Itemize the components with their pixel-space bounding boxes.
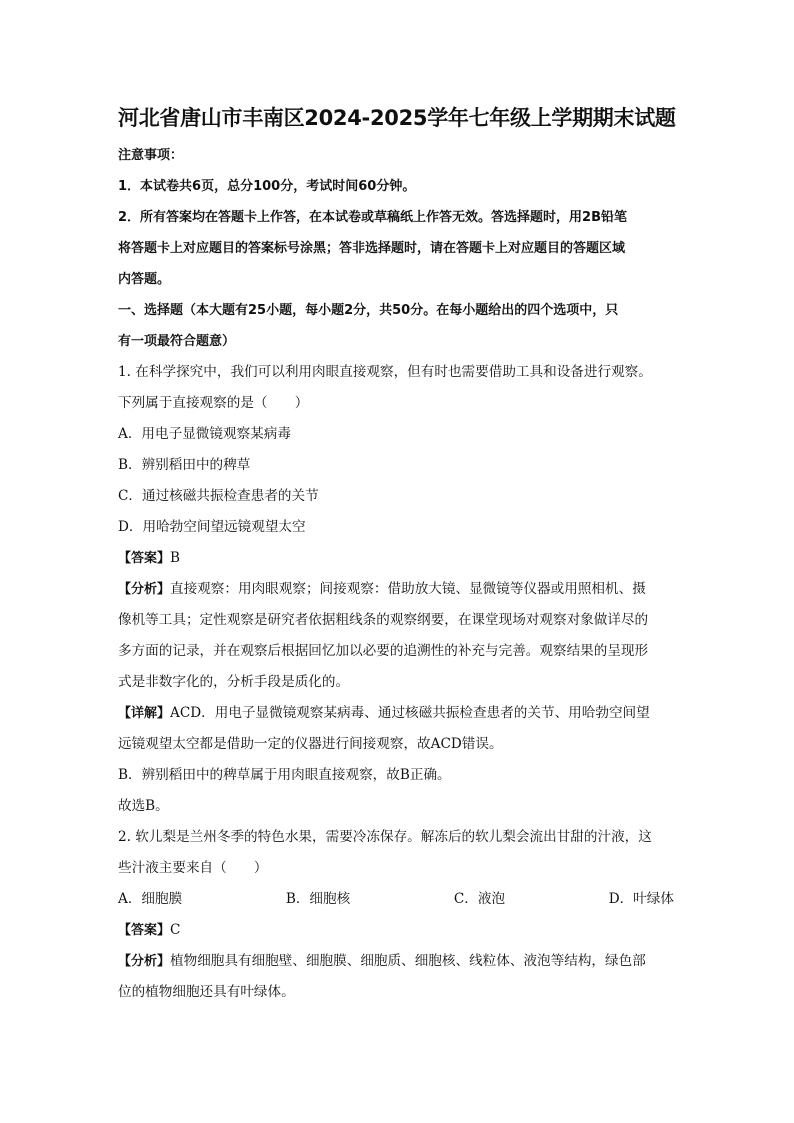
q2-answer [118, 915, 674, 946]
section-heading-line-2: 有一项最符合题意） [118, 334, 236, 349]
analysis-tag: 【分析】 [118, 954, 171, 969]
q1-stem-line-2: 下列属于直接观察的是（ ） [118, 395, 309, 411]
q1-answer-value: B [170, 550, 181, 566]
q2-stem-line-1: 2. 软儿梨是兰州冬季的特色水果，需要冷冻保存。解冻后的软儿梨会流出甘甜的汁液，这 [118, 829, 652, 845]
section-heading-line-1: 一、选择题（本大题有25小题，每小题2分，共50分。在每小题给出的四个选项中，只 [118, 303, 619, 318]
q2-analysis-text-1: 植物细胞具有细胞壁、细胞膜、细胞质、细胞核、线粒体、液泡等结构，绿色部 [170, 953, 646, 969]
detail-tag: 【详解】 [118, 706, 171, 721]
analysis-tag: 【分析】 [118, 582, 171, 597]
q1-detail-line-3: B．辨别稻田中的稗草属于用肉眼直接观察，故B正确。 [118, 767, 451, 783]
q1-option-d: D．用哈勃空间望远镜观望太空 [118, 519, 306, 535]
q1-answer [118, 543, 674, 574]
q2-analysis-line-1 [118, 946, 674, 977]
q2-option-a: A．细胞膜 [118, 891, 183, 907]
q1-analysis-text-1: 直接观察：用肉眼观察；间接观察：借助放大镜、显微镜等仪器或用照相机、摄 [170, 581, 646, 597]
q2-options-row [118, 884, 674, 915]
q2-stem-line-2: 些汁液主要来自（ ） [118, 860, 268, 876]
document-page [118, 98, 674, 1008]
q1-option-c: C．通过核磁共振检查患者的关节 [118, 488, 319, 504]
q1-option-b: B．辨别稻田中的稗草 [118, 457, 251, 473]
q1-detail-line-4: 故选B。 [118, 798, 169, 814]
notes-item-2-line-1: 2．所有答案均在答题卡上作答，在本试卷或草稿纸上作答无效。答选择题时，用2B铅笔 [118, 210, 628, 225]
answer-tag: 【答案】 [118, 551, 171, 566]
notes-item-1: 1．本试卷共6页，总分100分，考试时间60分钟。 [118, 179, 416, 194]
q1-analysis-line-2: 像机等工具；定性观察是研究者依据粗线条的观察纲要，在课堂现场对观察对象做详尽的 [118, 612, 649, 628]
q1-analysis-line-1 [118, 574, 674, 605]
q1-detail-text-1: ACD．用电子显微镜观察某病毒、通过核磁共振检查患者的关节、用哈勃空间望 [170, 705, 650, 721]
q2-option-d: D．叶绿体 [608, 891, 674, 907]
q2-option-c: C．液泡 [453, 891, 506, 907]
q1-option-a: A．用电子显微镜观察某病毒 [118, 426, 291, 442]
notes-item-2-line-2: 将答题卡上对应题目的答案标号涂黑；答非选择题时，请在答题卡上对应题目的答题区域 [118, 241, 626, 256]
notes-heading: 注意事项： [118, 148, 184, 163]
document-title: 河北省唐山市丰南区2024-2025学年七年级上学期期末试题 [118, 106, 676, 130]
notes-item-2-line-3: 内答题。 [118, 272, 171, 287]
q1-detail-line-1 [118, 698, 674, 729]
answer-tag: 【答案】 [118, 923, 171, 938]
q1-detail-line-2: 远镜观望太空都是借助一定的仪器进行间接观察，故ACD错误。 [118, 736, 503, 752]
q1-analysis-line-4: 式是非数字化的，分析手段是质化的。 [118, 674, 350, 690]
q2-analysis-line-2: 位的植物细胞还具有叶绿体。 [118, 984, 295, 1000]
q2-option-b: B．细胞核 [285, 891, 351, 907]
q1-stem-line-1: 1. 在科学探究中，我们可以利用肉眼直接观察，但有时也需要借助工具和设备进行观察。 [118, 364, 652, 380]
q1-analysis-line-3: 多方面的记录，并在观察后根据回忆加以必要的追溯性的补充与完善。观察结果的呈现形 [118, 643, 649, 659]
q2-answer-value: C [170, 922, 181, 938]
